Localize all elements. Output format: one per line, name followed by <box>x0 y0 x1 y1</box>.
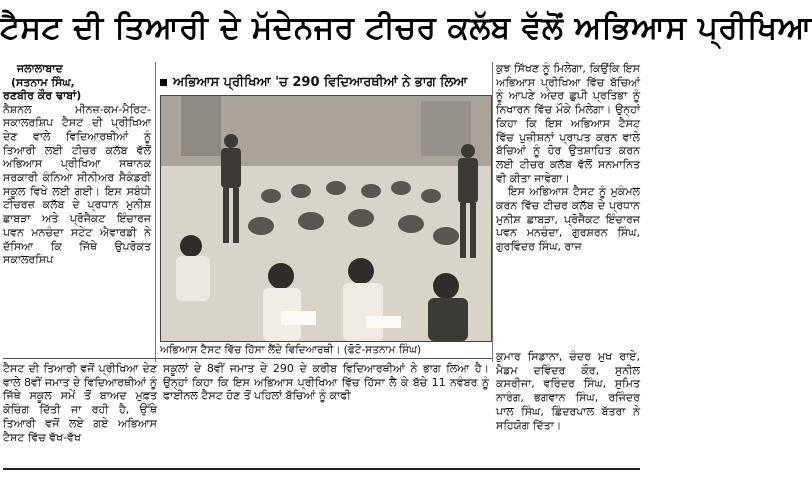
bottom-column-1 <box>3 362 157 466</box>
bottom-column-2-text: ਸਕੂਲਾਂ ਦੇ 8ਵੀਂ ਜਮਾਤ ਦੇ 290 ਦੇ ਕਰੀਬ ਵਿਦਿਆਰਥੀਆਂ ਨੇ ਭਾਗ ਲਿਆ ਹੈ। ਉਨ੍ਹਾਂ ਕਿਹਾ ਕਿ ਇਸ ਅਭਿਆਸ ਪ੍ਰੀਖਿਆ ਵਿੱਚ ਹਿੱਸਾ ਲੈ ਕੇ ਬੱਚੇ 11 ਨਵੰਬਰ ਨੂੰ ਫਾਈਨਲ ਟੈਸਟ ਹੋਣ ਤੋਂ ਪਹਿਲਾਂ ਬੱਚਿਆਂ ਨੂੰ ਕਾਫੀ <box>163 362 489 403</box>
left-column-paragraph: ਨੈਸ਼ਨਲ ਮੀਨਜ਼-ਕਮ-ਮੈਰਿਟ-ਸਕਾਲਰਸ਼ਿਪ ਟੈਸਟ ਦੀ ਪ੍ਰੀਖਿਆ ਦੇਣ ਵਾਲੇ ਵਿਦਿਆਰਥੀਆਂ ਨੂੰ ਤਿਆਰੀ ਲਈ ਟੀਚਰ ਕਲੱਬ ਵੱਲੋਂ ਅਭਿਆਸ ਪ੍ਰੀਖਿਆ ਸਥਾਨਕ ਸਰਕਾਰੀ ਕੰਨਿਆ ਸੀਨੀਅਰ ਸੈਕੰਡਰੀ ਸਕੂਲ ਵਿਖੇ ਲਈ ਗਈ। ਇਸ ਸਬੰਧੀ ਟੀਚਰਜ਼ ਕਲੱਬ ਦੇ ਪ੍ਰਧਾਨ ਮੁਨੀਸ਼ ਛਾਬੜਾ ਅਤੇ ਪ੍ਰੋਜੈਕਟ ਇੰਚਾਰਜ ਪਵਨ ਮਨਚੰਦਾ ਸਟੇਟ ਐਵਾਰਡੀ ਨੇ ਦੱਸਿਆ ਕਿ ਜਿੱਥੇ ਉਪਰੋਕਤ ਸਕਾਲਰਸ਼ਿਪ <box>3 102 151 267</box>
headline: ਟੈਸਟ ਦੀ ਤਿਆਰੀ ਦੇ ਮੱਦੇਨਜਰ ਟੀਚਰ ਕਲੱਬ ਵੱਲੋਂ ਅਭਿਆਸ ਪ੍ਰੀਖਿਆ <box>0 10 812 46</box>
dateline-place: ਜਲਾਲਾਬਾਦ <box>17 62 63 75</box>
bottom-column-2 <box>163 362 489 466</box>
news-photo <box>160 95 492 342</box>
right-column <box>496 62 640 348</box>
bottom-column-1-text: ਟੈਸਟ ਦੀ ਤਿਆਰੀ ਵਜੋਂ ਪ੍ਰੀਖਿਆ ਦੇਣ ਵਾਲੇ 8ਵੀਂ ਜਮਾਤ ਦੇ ਵਿਦਿਆਰਥੀਆਂ ਨੂੰ ਜਿੱਥੇ ਸਕੂਲ ਸਮੇਂ ਤੋਂ ਬਾਅਦ ਮੁਫ਼ਤ ਕੋਚਿੰਗ ਦਿੱਤੀ ਜਾ ਰਹੀ ਹੈ, ਉੱਥੇ ਤਿਆਰੀ ਵਜੋਂ ਲਏ ਗਏ ਅਭਿਆਸ ਟੈਸਟ ਵਿੱਚ ਵੱਖ-ਵੱਖ <box>3 362 157 444</box>
bottom-rule <box>3 468 640 470</box>
photo-illustration <box>161 96 491 341</box>
left-column <box>3 62 151 340</box>
dateline-author-line1: (ਸਤਨਾਮ ਸਿੰਘ, <box>11 75 75 89</box>
horizontal-rule <box>3 358 493 359</box>
column-rule-left <box>155 62 156 362</box>
bottom-column-3 <box>496 350 640 466</box>
right-column-paragraph-1: ਕੁਝ ਸਿੱਖਣ ਨੂੰ ਮਿਲੇਗਾ, ਕਿਉਂਕਿ ਇਸ ਅਭਿਆਸ ਪ੍ਰੀਖਿਆ ਵਿੱਚ ਬੱਚਿਆਂ ਨੂੰ ਆਪਣੇ ਅੰਦਰ ਛੁਪੀ ਪ੍ਰਤਿਭਾ ਨੂੰ ਨਿਖਾਰਨ ਵਿੱਚ ਮੌਕੇ ਮਿਲੇਗਾ। ਉਨ੍ਹਾਂ ਕਿਹਾ ਕਿ ਇਸ ਅਭਿਆਸ ਟੈਸਟ ਵਿੱਚ ਪੁਜ਼ੀਸ਼ਨਾਂ ਪ੍ਰਾਪਤ ਕਰਨ ਵਾਲੇ ਬੱਚਿਆਂ ਨੂੰ ਹੋਰ ਉਤਸ਼ਾਹਿਤ ਕਰਨ ਲਈ ਟੀਚਰ ਕਲੱਬ ਵੱਲੋਂ ਸਨਮਾਨਿਤ ਵੀ ਕੀਤਾ ਜਾਵੇਗਾ। <box>496 62 640 185</box>
photo-headline-text: ਅਭਿਆਸ ਪ੍ਰੀਖਿਆ 'ਚ 290 ਵਿਦਿਆਰਥੀਆਂ ਨੇ ਭਾਗ ਲਿਆ <box>173 75 468 90</box>
right-column-paragraph-2: ਇਸ ਅਭਿਆਸ ਟੈਸਟ ਨੂੰ ਮੁਕੰਮਲ ਕਰਨ ਵਿੱਚ ਟੀਚਰ ਕਲੱਬ ਦੇ ਪ੍ਰਧਾਨ ਮੁਨੀਸ਼ ਛਾਬੜਾ, ਪ੍ਰੋਜੈਕਟ ਇੰਚਾਰਜ ਪਵਨ ਮਨਚੰਦਾ, ਗੁਰਸ਼ਰਨ ਸਿੰਘ, ਗੁਰਵਿੰਦਰ ਸਿੰਘ, ਰਾਜ <box>496 185 640 254</box>
bullet-square-icon <box>160 79 167 86</box>
column-rule-right <box>492 62 493 362</box>
bottom-column-3-text: ਕੁਮਾਰ ਸਿਡਾਨਾ, ਚੰਦਰ ਮੁਖ ਰਾਏ, ਮੈਡਮ ਦਵਿੰਦਰ ਕੌਰ, ਸੁਨੀਲ ਕਸਰੀਜਾ, ਵਰਿੰਦਰ ਸਿੰਘ, ਸੁਮਿਤ ਨਾਰੰਗ, ਭਗਵਾਨ ਸਿੰਘ, ਰਜਿੰਦਰ ਪਾਲ ਸਿੰਘ, ਛਿੰਦਰਪਾਲ ਬੱਤਰਾ ਨੇ ਸਹਿਯੋਗ ਦਿੱਤਾ। <box>496 350 640 432</box>
photo-caption: ਅਭਿਆਸ ਟੈਸਟ ਵਿੱਚ ਹਿੱਸਾ ਲੈਂਦੇ ਵਿਦਿਆਰਥੀ। (ਫੋਟੋ-ਸਤਨਾਮ ਸਿੰਘ) <box>160 344 422 356</box>
dateline <box>3 62 151 103</box>
dateline-author-line2: ਰਣਬੀਰ ਕੌਰ ਢਾਬਾਂ) <box>3 89 82 102</box>
photo-headline <box>160 74 492 92</box>
